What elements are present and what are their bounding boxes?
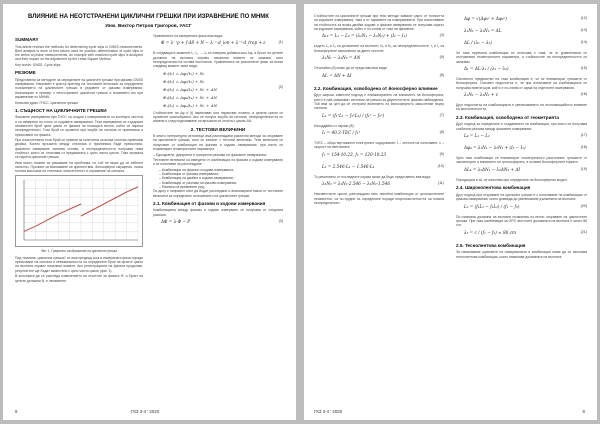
equation-3-number: (3) — [278, 219, 283, 224]
body-paragraph: Основното предимство на тази комбинация е, че се елиминират грешките от йоносферата. Основен недостатък е, че при използване на комбинацията се получава повече шум, който е по-голям от шума на отделните измервания. — [456, 77, 587, 90]
equation-17-number: (17) — [580, 133, 587, 138]
equation-8-formula: I₁ = 40.3·TEC / f₁² — [322, 130, 361, 136]
equation-line: Φ₂(t₂) = Δφ₂(t₂) + N₁ — [163, 78, 205, 84]
bullet-item: – Комбинация на двойни и кодови измервания; — [159, 176, 234, 181]
section-2-1-paragraph: Комбинацията между фазово и кодово измерване се получава от следната разлика: — [153, 208, 283, 217]
equation-13-formula: λ₁N₁ − λ₂N₂ = ΔL — [464, 28, 502, 33]
equation-line: Φ₁(t₁) = Δφ₁(t₁) + N₁ — [163, 70, 205, 76]
equation-10 — [314, 163, 444, 174]
phase-series-segment-1 — [24, 204, 81, 231]
equation-15-number: (15) — [580, 66, 587, 71]
body-paragraph: В следващите моменти t₁, t₂, ..., tₙ се измерва добавка към Δφ, а броят на целите дължини на вълната спрямо началния момент се запазва, като неопределеността остава постоянна. Уравненията на различните фази за всеки следващ момент имат вида: — [153, 51, 283, 69]
equation-11-formula: λ₃N₃ = λ₁N₁·2.546 − λ₂N₂·1.546 — [322, 181, 391, 187]
equation-19 — [456, 166, 587, 177]
page-number-right: 9 — [582, 409, 585, 414]
article-title: ВЛИЯНИЕ НА НЕОТСТРАНЕНИ ЦИКЛИЧНИ ГРЕШКИ ПРИ ИЗРАВНЕНИЕ ПО МНМК — [28, 14, 269, 20]
body-paragraph: Друг недостатък на комбинацията е увеличаването на пълномащабното влияние на многопътността. — [456, 103, 587, 112]
right-page — [304, 4, 597, 420]
body-paragraph: Изходдайки от изрази (8): — [314, 123, 355, 128]
equation-20-formula: L₅ = (f₁L₁ − f₂L₂) / (f₁ − f₂) — [464, 203, 520, 209]
keywords-bg: Ключови думи: ГНСС, Циклични грешки — [15, 100, 78, 105]
body-paragraph: където λ₁ и λ₂ са дължините на вълните; N₁ и N₂ са неопределеностите; I₁ и I₂ са йоносферните закъснения за двете честоти: — [314, 44, 444, 53]
body-paragraph: Че така наречена комбинация се отличава с това, че от уравненията се отстраняват геометричните параметри, а стойностите на неопределеността се запазват. — [456, 51, 587, 64]
body-paragraph: То решението от последните изрази може да бъде представено във вида: — [314, 174, 431, 179]
body-paragraph: Стойностите на Δφ и (t) намаляват или нарастват плавно, а целите цикли се променят скокообразно. Ако се получи загуба на сигнала, неопределеността се изменя и след подновяване на връзката се отчита с цикли ΔN. — [153, 110, 283, 124]
equation-19-number: (19) — [580, 166, 587, 171]
equation-3-formula: ΔΦ = λ·Φ − P — [161, 219, 191, 225]
keywords-en: Key words: GNSS, Cycle slips — [15, 62, 61, 67]
equation-11 — [314, 180, 444, 191]
equation-5-formula: λ₁N₁ − λ₂N₂ = ΔN — [322, 55, 361, 61]
equation-21-number: (21) — [580, 229, 587, 234]
section-2-5-heading: 2.5. Теснолентова комбинация — [456, 242, 526, 248]
equation-4 — [314, 32, 444, 43]
section-1-paragraph: Фазовите измервания при ГНСС са сходни с измерванията по косинуса честота и са измерени по-точно от кодовите измервания. Тези измервания се съдържат неизвестен брой цели цикли от фазата на носещата вълна, който се нарича неопределеност. Този брой се променя при загуба на сигнала от приемника и прекъсване на фазата. — [15, 115, 143, 137]
bullet-item: – Комбинация на фазови и кодови измервания; — [159, 167, 234, 172]
equation-17-formula: L₄ = L₁ − L₂ — [464, 133, 490, 139]
rezyume-heading: РЕЗЮМЕ — [15, 70, 36, 76]
equation-6-formula: ΔL = ΔN + ΔI — [322, 72, 352, 78]
equation-11-number: (11) — [437, 181, 444, 186]
equation-7-formula: L₃ = (f₁²L₁ − f₂²L₂) / (f₁² − f₂²) — [322, 112, 385, 118]
page-number-left: 8 — [15, 409, 18, 414]
equation-13-number: (13) — [580, 28, 587, 32]
summary-text: This article reviews the methods for determining cycle slips in GNSS measurements. Brief analysis is done of test values used for position determination of cycle slips in the series of phase measurements. An example with unsolved cycle slips is analyzed and their impact on the adjustment by the Least Square Method. — [15, 44, 143, 62]
equation-16-formula: λ₁N₁ − λ₂N₂ + ε — [464, 92, 498, 98]
journal-footer-right: ГКЗ 3-4 ' 2020 — [314, 409, 343, 414]
section-1-paragraph: Има много начини за решаване на проблема, но той не може да се избегне напълно. Причини за възникване са препятствия, йоносферни смущения, ниска ъглова височина на спътника, многопътност и отражение на сигнала. — [15, 160, 143, 174]
section-2-3-heading: 2.3. Комбинация, освободена от геометрията — [456, 114, 559, 120]
equation-1 — [153, 39, 283, 50]
equation-4-formula: Δ₁₂ = L₁ − L₂ = (λ₁N₁ − λ₂N₂) + (I₂ − I₁) — [322, 33, 407, 39]
figure-1-caption: Фиг. 1. Графично изображение на циклична грешка — [41, 248, 117, 253]
equation-18-formula: Δφ₄ = λ₁N₁ − λ₂N₂ + (I₂ − I₁) — [464, 145, 526, 151]
equation-6-number: (6) — [439, 72, 444, 77]
equation-21-formula: λ₅ = c / (f₁ − f₂) ≈ 86 cm — [464, 229, 516, 235]
section-2-2-heading: 2.2. Комбинация, освободена от йоносферно влияние — [314, 85, 438, 91]
rezyume-text: Представени са методите за определяне на цикличен грешки при фазови GNSS измервания. Направен е кратък преглед на тестовите величини за определяне положението на цикличните грешки в редовете от фазови измервания. Анализиран е пример с неотстранени циклични грешки и влиянието им при изравнение по МНМК. — [15, 77, 143, 100]
equation-12-formula: Δφ = √(Δφ₁² + Δφ₂²) — [464, 16, 507, 21]
section-2-3-paragraph: Друг подход за определяне е създаването на комбинация, при която се получава стабилна разлика между фазовите измервания: — [456, 122, 587, 131]
equation-14 — [456, 39, 587, 50]
equation-20 — [456, 203, 587, 214]
left-page-column-2 — [153, 34, 283, 230]
body-paragraph: Неизвестните цикли, разглеждани като линейна комбинация от целочислените неизвестни, са по-трудни за определяне поради нецелочислеността на новата неопределеност. — [314, 192, 444, 205]
equation-14-number: (14) — [580, 40, 587, 44]
equation-1-number: (1) — [278, 40, 283, 45]
bullet-item: – Комбинация от разлики на фазови измервания; — [159, 180, 238, 185]
equation-2-number: (2) — [278, 84, 283, 89]
section-2-4-heading: 2.4. Широколентова комбинация — [456, 185, 531, 191]
body-paragraph: TVEC – общо вертикално електронно съдържание; f – честота на излъчване; c – скорост на светлината. — [314, 141, 444, 150]
title-block — [15, 14, 282, 34]
figure-1-chart — [15, 175, 143, 247]
bullet-item: – Комбинация от фазови измервания; — [159, 172, 219, 177]
section-2-heading: 2. ТЕСТОВИ ВЕЛИЧИНИ — [190, 126, 246, 132]
equation-3 — [153, 218, 283, 229]
body-paragraph: Отчитайки (5) може да се представи във вида: — [314, 66, 388, 71]
section-1-paragraph: При изчисленията този брой се приема за константа за всяка спътник-приемник двойка. Когато връзката между спътника и приемника бъде прекъсната, фазовото измерване започва отново, а неопределеността получава нова стойност, която се отличава от предишната с цяло число цикли. Тази промяна се нарича циклична грешка. — [15, 138, 143, 160]
bullet-item: – Разлики на времевите ред; — [159, 184, 205, 189]
section-2-2-paragraph: Друг широко известен подход е елиминирането на влиянието на йоносферата, което е най-значимият източник на грешки за двучестотните фазови наблюдения. Той има за цел да се отстрани влиянието на йоносферното закъснение върху сигнала: — [314, 93, 444, 111]
left-page — [3, 4, 296, 420]
right-page-column-2 — [456, 14, 587, 260]
equation-8 — [314, 129, 444, 140]
equation-12-number: (12) — [580, 16, 587, 20]
equation-13 — [456, 27, 587, 38]
equation-15 — [456, 65, 587, 76]
equation-7 — [314, 112, 444, 123]
equation-7-number: (7) — [439, 112, 444, 117]
equation-line: Φ₄(t₄) = Δφ₄(t₄) + N₁ + ΔN — [163, 94, 218, 100]
equation-set-2 — [153, 71, 283, 109]
section-1-paragraph: Под термина „циклична грешка" се има предвид скок в измерената фаза поради прекъсване на сигнала и невъзможността на определяне броя на целите цикли на вълната спрямо началния момент. Ако регистрацията на фазата продължи, резултатите ще бъдат изместени с цяло число цикли (фиг. 1). — [15, 255, 143, 273]
section-2-paragraph: – Еднократни, двукратни и трикратни разлики на фазовите измервания; — [153, 152, 267, 157]
equation-line: Φₙ(tₙ) = Δφₙ(tₙ) + N₁ + ΔN — [163, 102, 218, 108]
phase-series-segment-2 — [81, 187, 138, 216]
body-paragraph: Стойностите на цикличните грешки при тези методи зависят както от точността на кодовите измервания, така и от шумовете на измерванията. При изчисляване на стойността за всяка двойка кодови и фазови измервания се получава шумът на кодовите измервания, който е по-голям от този на фазовите. — [314, 14, 444, 31]
section-2-4-paragraph: Друг подход при откриване на циклични грешки е с използване на комбинация от фазови измервания, която довежда до увеличаване дължината на вълната: — [456, 192, 587, 202]
equation-5-number: (5) — [439, 55, 444, 60]
section-2-paragraph: По-долу е направен опит да бъдат разгледани и анализирани някои от тестовите величини за определяне положението на цикличните грешки. — [153, 189, 283, 198]
equation-5 — [314, 54, 444, 65]
equation-21 — [456, 229, 587, 240]
section-1-paragraph: В колонката да се разгледа изменението на отчетите за фазата Ф, а броят на целите дължини N, е неизменен. — [15, 274, 143, 283]
equation-20-number: (20) — [580, 203, 587, 208]
summary-heading: SUMMARY — [15, 37, 39, 42]
equation-10-number: (10) — [437, 163, 444, 168]
article-author: Инж. Виктор Петров Григоров, УАСГ — [105, 24, 192, 29]
equation-18 — [456, 144, 587, 155]
body-paragraph: Чрез тази комбинация се елиминират геометричното разстояние, грешките от часовниците и влиянието на тропосферата, а остават йоносферните ефекти. — [456, 156, 587, 165]
equation-15-formula: Δ₁ = ΔL·λ₁ / (λ₁ − λ₂) — [464, 66, 509, 72]
equation-9-number: (9) — [439, 151, 444, 156]
equation-6 — [314, 72, 444, 83]
equation-10-formula: L₃ = 2.546·L₁ − 1.546·L₂ — [322, 163, 375, 169]
equation-16-number: (16) — [580, 92, 587, 97]
body-paragraph: По-голямата дължина на вълната позволява по-лесно откриване на цикличните грешки. При тази комбинация за GPS честотите дължината на вълната е около 86 cm: — [456, 214, 587, 228]
section-2-paragraph: В много литературни източници има разглеждани различни методи за откриване на цикличните грешки, като се залагат с тестови величини. Тези величини се получават от комбинации на фазови и кодови измервания, при които се елиминират геометричните параметри. — [153, 134, 283, 152]
figure-1-plot — [16, 176, 142, 246]
equation-18-number: (18) — [580, 145, 587, 150]
equation-4-number: (4) — [439, 33, 444, 38]
equation-1-formula: Φ = λ⁻¹ρ + f·Δδ + N − λ⁻¹·d_ion + λ⁻¹·d_trop + ε — [161, 40, 266, 46]
journal-footer-left: ГКЗ 3-4 ' 2020 — [131, 409, 160, 414]
page-gutter — [296, 0, 304, 424]
section-2-paragraph: Тестовите величини са изведени от комбинации на фазови и кодови измервания и се използват за разглеждане: — [153, 158, 283, 167]
equation-19-formula: ΔL₄ = λ₁ΔN₁ − λ₂ΔN₂ + ΔI — [464, 166, 521, 172]
equation-16 — [456, 91, 587, 102]
section-1-heading: 1. СЪЩНОСТ НА ЦИКЛИЧНИТЕ ГРЕШКИ — [15, 107, 107, 113]
equation-8-number: (8) — [439, 130, 444, 135]
left-page-column-1 — [15, 34, 143, 284]
equation-9-formula: f₁ = 154·10.23, f₂ = 120·10.23 — [322, 151, 387, 157]
equation-12 — [456, 15, 587, 26]
equation-17 — [456, 132, 587, 143]
equation-intro: Уравнението на измерената фаза има вида: — [153, 34, 223, 38]
right-page-column-1 — [314, 14, 444, 206]
body-paragraph: Породицата в ΔL се използва при определяне на йоносферния модел. — [456, 177, 568, 182]
equation-line: Φ₃(t₃) = Δφ₃(t₃) + N₁ + ΔN — [163, 86, 218, 92]
equation-14-formula: ΔL / (λ₁ − λ₂) — [464, 40, 492, 45]
equation-9 — [314, 151, 444, 162]
section-2-5-paragraph: За намаляване шумовете на измерванията в комбинация може да се използва теснолентова комбинация, която намалява дължината на вълната: — [456, 250, 587, 259]
section-2-1-heading: 2.1. Комбинация от фазови и кодови измервания — [153, 200, 266, 206]
